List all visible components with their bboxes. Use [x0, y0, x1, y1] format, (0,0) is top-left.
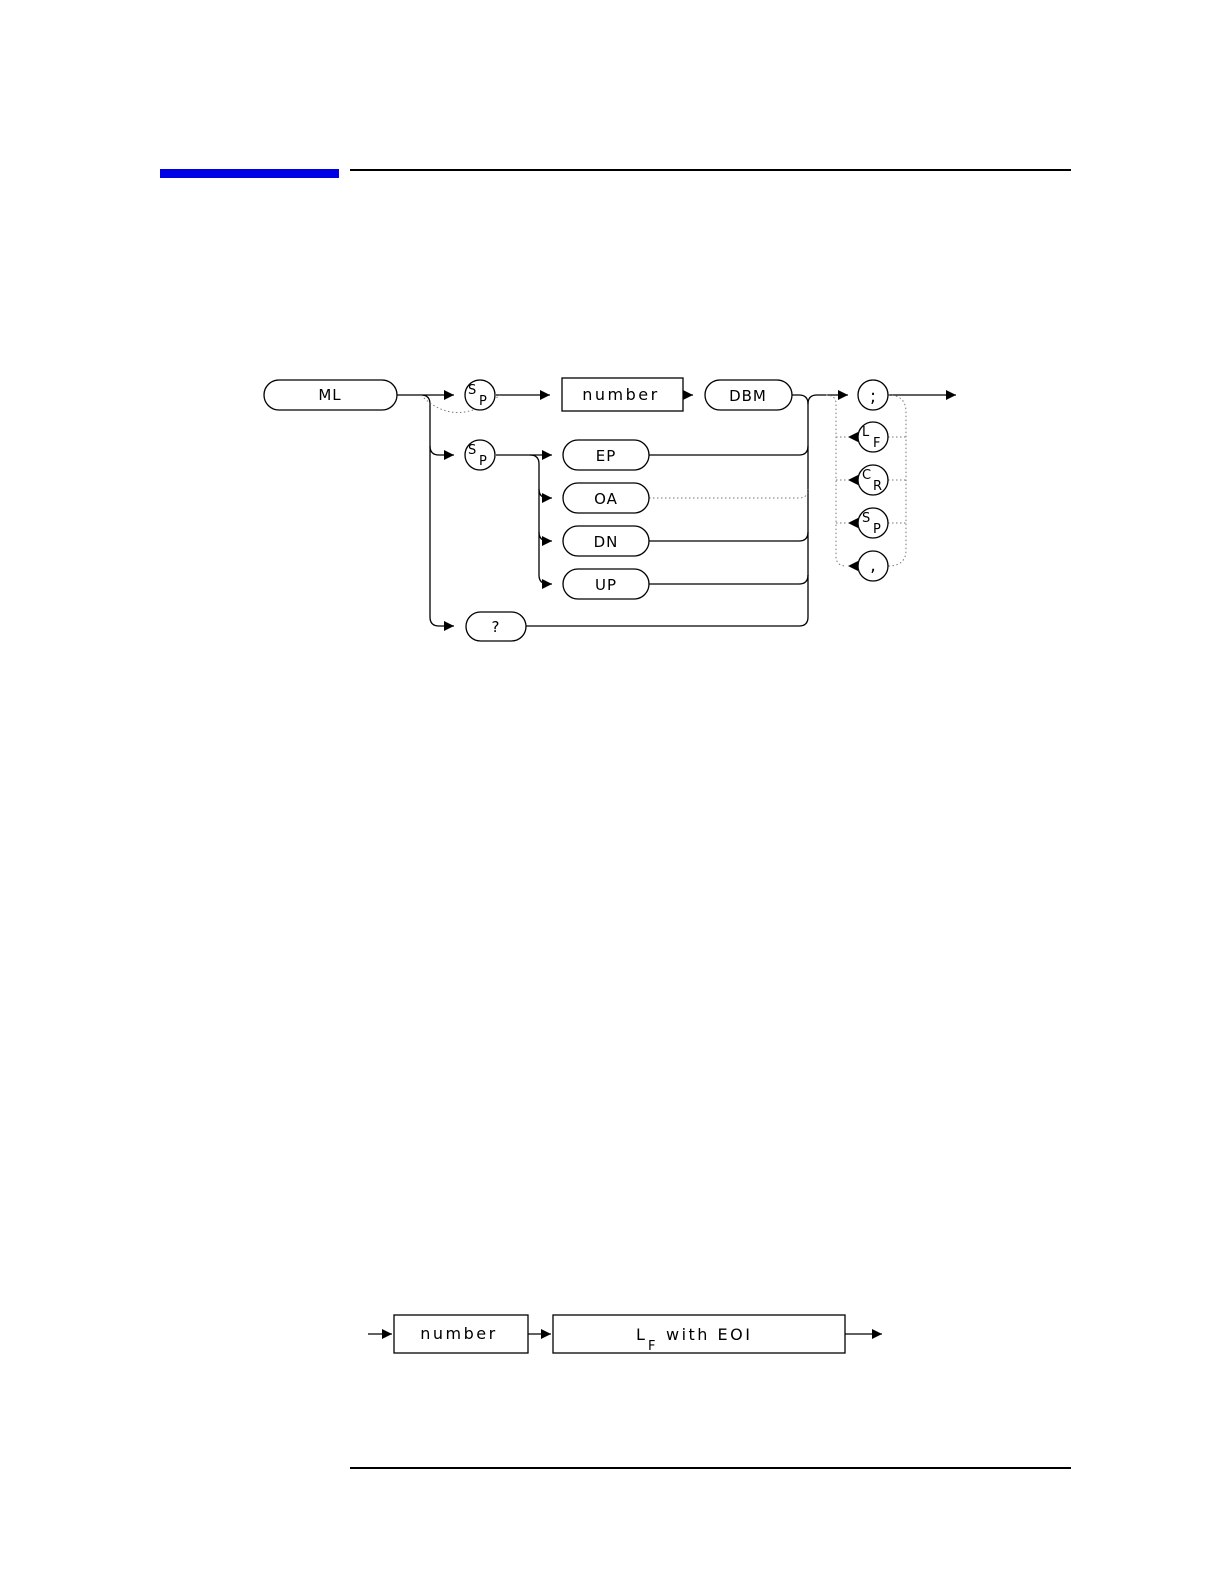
cr-main-letter: C	[862, 468, 872, 483]
dbm-label: DBM	[729, 387, 767, 405]
sp-separator-node	[465, 380, 495, 410]
sp-main-letter: S	[468, 443, 477, 458]
query-node	[466, 612, 526, 641]
lf-sub-letter: F	[873, 436, 881, 451]
ml-keyword-label: ML	[318, 386, 342, 404]
comma-label: ,	[870, 555, 876, 576]
oa-label: OA	[594, 490, 618, 508]
dn-option-node	[563, 526, 649, 556]
ep-label: EP	[595, 447, 617, 465]
dbm-unit-node	[705, 380, 792, 410]
sp-terminator-node	[858, 508, 888, 538]
cr-terminator-node	[858, 465, 888, 495]
query-label: ?	[491, 618, 501, 636]
sp-main-letter: S	[468, 383, 477, 398]
sp-term-main-letter: S	[862, 511, 871, 526]
terminator-arrowheads	[848, 432, 858, 571]
sp-separator-node-2	[465, 440, 495, 470]
sp-term-sub-letter: P	[873, 522, 881, 537]
lf-terminator-node	[858, 422, 888, 452]
dn-label: DN	[593, 533, 619, 551]
cr-sub-letter: R	[873, 479, 883, 494]
number-label: number	[582, 385, 660, 404]
response-lf-main-letter: L	[636, 1325, 648, 1344]
response-lf-eoi-node	[553, 1315, 845, 1354]
sp-sub-letter: P	[479, 394, 487, 409]
sp-sub-letter: P	[479, 454, 487, 469]
ep-option-node	[563, 440, 649, 470]
response-number-label: number	[420, 1324, 498, 1343]
response-eoi-label: with EOI	[666, 1325, 753, 1344]
semicolon-label: ;	[869, 386, 877, 407]
up-label: UP	[594, 576, 618, 594]
response-lf-sub-letter: F	[648, 1339, 656, 1354]
up-option-node	[563, 569, 649, 599]
comma-terminator-node	[858, 551, 888, 581]
ml-keyword-node	[264, 380, 397, 410]
oa-option-node	[563, 483, 649, 513]
lf-main-letter: L	[862, 425, 870, 440]
semicolon-terminator-node	[858, 380, 888, 410]
response-number-node	[394, 1315, 528, 1353]
number-parameter-node	[562, 378, 683, 411]
